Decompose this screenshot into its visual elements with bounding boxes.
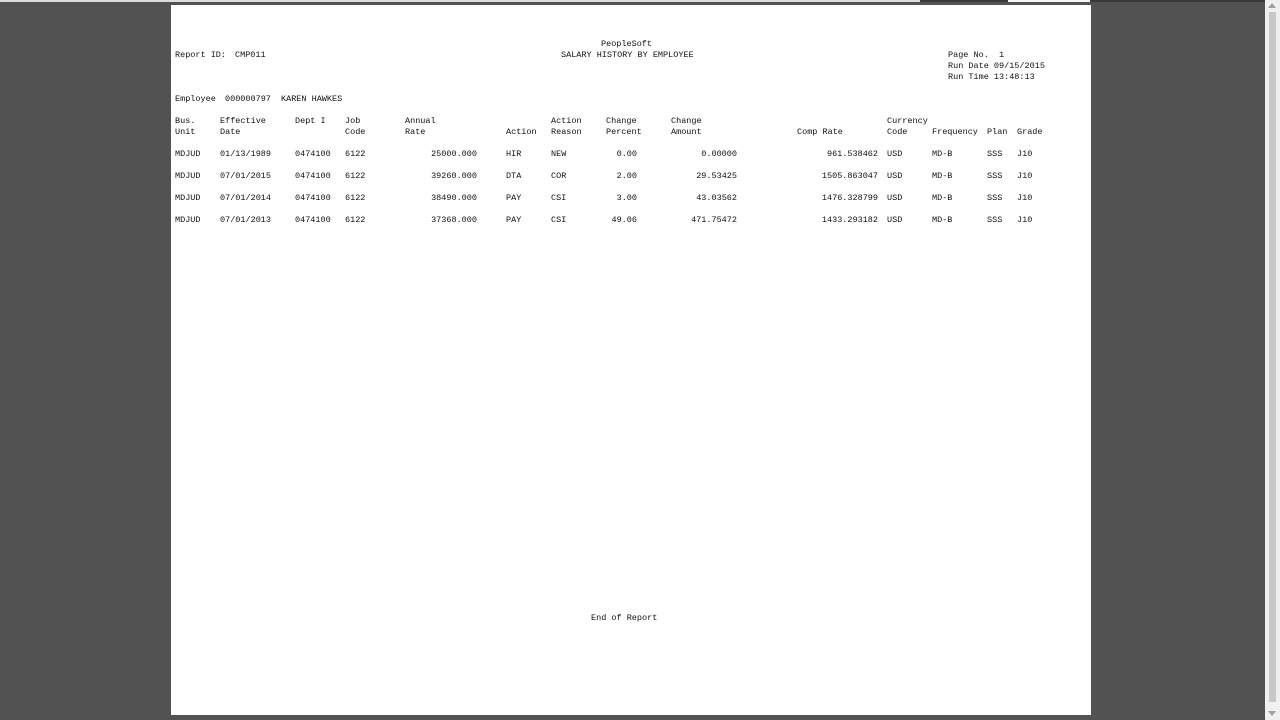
top-bar-segment [0, 0, 920, 2]
scroll-up-arrow-icon[interactable] [1268, 3, 1276, 8]
cell-change-percent: 2.00 [616, 171, 637, 181]
cell-plan: SSS [987, 193, 1003, 203]
cell-comp-rate: 1433.293182 [821, 215, 878, 225]
cell-effective-date: 01/13/1989 [220, 149, 272, 159]
cell-grade: J10 [1017, 171, 1033, 181]
page-number: Page No. 1 [948, 50, 1005, 60]
col-header-job-code-1: Job [345, 116, 361, 126]
col-header-job-code-2: Code [345, 127, 366, 137]
cell-effective-date: 07/01/2014 [220, 193, 272, 203]
col-header-effective-date-2: Date [220, 127, 241, 137]
col-header-frequency: Frequency [932, 127, 978, 137]
top-bar-segment [1008, 0, 1090, 2]
col-header-change-amount-1: Change [671, 116, 702, 126]
cell-change-percent: 49.06 [611, 215, 637, 225]
company-name: PeopleSoft [601, 39, 653, 49]
cell-dept: 0474100 [295, 215, 331, 225]
cell-bus-unit: MDJUD [175, 171, 201, 181]
cell-change-amount: 471.75472 [691, 215, 737, 225]
col-header-bus-unit-1: Bus. [175, 116, 196, 126]
employee-id: 000000797 [225, 94, 271, 104]
cell-change-amount: 43.03562 [696, 193, 737, 203]
report-page [171, 5, 1091, 715]
employee-name: KAREN HAWKES [281, 94, 343, 104]
cell-action: HIR [506, 149, 522, 159]
cell-change-percent: 3.00 [616, 193, 637, 203]
cell-change-amount: 0.00000 [701, 149, 737, 159]
cell-job-code: 6122 [345, 215, 366, 225]
col-header-annual-rate-2: Rate [405, 127, 426, 137]
col-header-currency-code-2: Code [887, 127, 908, 137]
cell-action-reason: CSI [551, 193, 567, 203]
viewer-top-bar [0, 0, 1280, 2]
run-date: Run Date 09/15/2015 [948, 61, 1045, 71]
vertical-scrollbar[interactable] [1265, 0, 1280, 720]
cell-frequency: MD-B [932, 215, 953, 225]
cell-frequency: MD-B [932, 171, 953, 181]
cell-currency-code: USD [887, 215, 903, 225]
col-header-change-percent-1: Change [606, 116, 637, 126]
cell-bus-unit: MDJUD [175, 215, 201, 225]
col-header-grade: Grade [1017, 127, 1043, 137]
cell-annual-rate: 39260.000 [431, 171, 477, 181]
report-title: SALARY HISTORY BY EMPLOYEE [561, 50, 694, 60]
cell-job-code: 6122 [345, 149, 366, 159]
col-header-effective-date-1: Effective [220, 116, 266, 126]
cell-grade: J10 [1017, 193, 1033, 203]
cell-currency-code: USD [887, 171, 903, 181]
cell-plan: SSS [987, 215, 1003, 225]
cell-comp-rate: 961.538462 [826, 149, 878, 159]
cell-action: PAY [506, 215, 522, 225]
cell-currency-code: USD [887, 149, 903, 159]
cell-effective-date: 07/01/2015 [220, 171, 272, 181]
col-header-currency-code-1: Currency [887, 116, 928, 126]
cell-frequency: MD-B [932, 193, 953, 203]
scrollbar-thumb[interactable] [1269, 12, 1276, 702]
report-id-label: Report ID: [175, 50, 227, 60]
cell-grade: J10 [1017, 215, 1033, 225]
cell-action: PAY [506, 193, 522, 203]
cell-annual-rate: 37368.000 [431, 215, 477, 225]
cell-comp-rate: 1476.328799 [821, 193, 878, 203]
cell-frequency: MD-B [932, 149, 953, 159]
col-header-comp-rate: Comp Rate [797, 127, 843, 137]
cell-currency-code: USD [887, 193, 903, 203]
scroll-down-arrow-icon[interactable] [1268, 711, 1276, 716]
cell-action-reason: COR [551, 171, 567, 181]
col-header-dept: Dept I [295, 116, 326, 126]
report-id: CMP011 [235, 50, 266, 60]
cell-bus-unit: MDJUD [175, 193, 201, 203]
col-header-bus-unit-2: Unit [175, 127, 196, 137]
cell-annual-rate: 38490.000 [431, 193, 477, 203]
col-header-action: Action [506, 127, 537, 137]
col-header-action-reason-2: Reason [551, 127, 582, 137]
cell-change-percent: 0.00 [616, 149, 637, 159]
cell-job-code: 6122 [345, 193, 366, 203]
run-time: Run Time 13:48:13 [948, 72, 1035, 82]
col-header-change-amount-2: Amount [671, 127, 702, 137]
cell-annual-rate: 25000.000 [431, 149, 477, 159]
cell-plan: SSS [987, 171, 1003, 181]
cell-action-reason: CSI [551, 215, 567, 225]
cell-grade: J10 [1017, 149, 1033, 159]
end-of-report: End of Report [591, 613, 658, 623]
col-header-annual-rate-1: Annual [405, 116, 436, 126]
col-header-plan: Plan [987, 127, 1008, 137]
cell-plan: SSS [987, 149, 1003, 159]
cell-comp-rate: 1505.863047 [821, 171, 878, 181]
cell-action: DTA [506, 171, 522, 181]
cell-bus-unit: MDJUD [175, 149, 201, 159]
col-header-change-percent-2: Percent [606, 127, 642, 137]
cell-dept: 0474100 [295, 149, 331, 159]
cell-change-amount: 29.53425 [696, 171, 737, 181]
employee-label: Employee [175, 94, 216, 104]
cell-action-reason: NEW [551, 149, 567, 159]
cell-dept: 0474100 [295, 193, 331, 203]
col-header-action-reason-1: Action [551, 116, 582, 126]
cell-dept: 0474100 [295, 171, 331, 181]
cell-effective-date: 07/01/2013 [220, 215, 272, 225]
cell-job-code: 6122 [345, 171, 366, 181]
